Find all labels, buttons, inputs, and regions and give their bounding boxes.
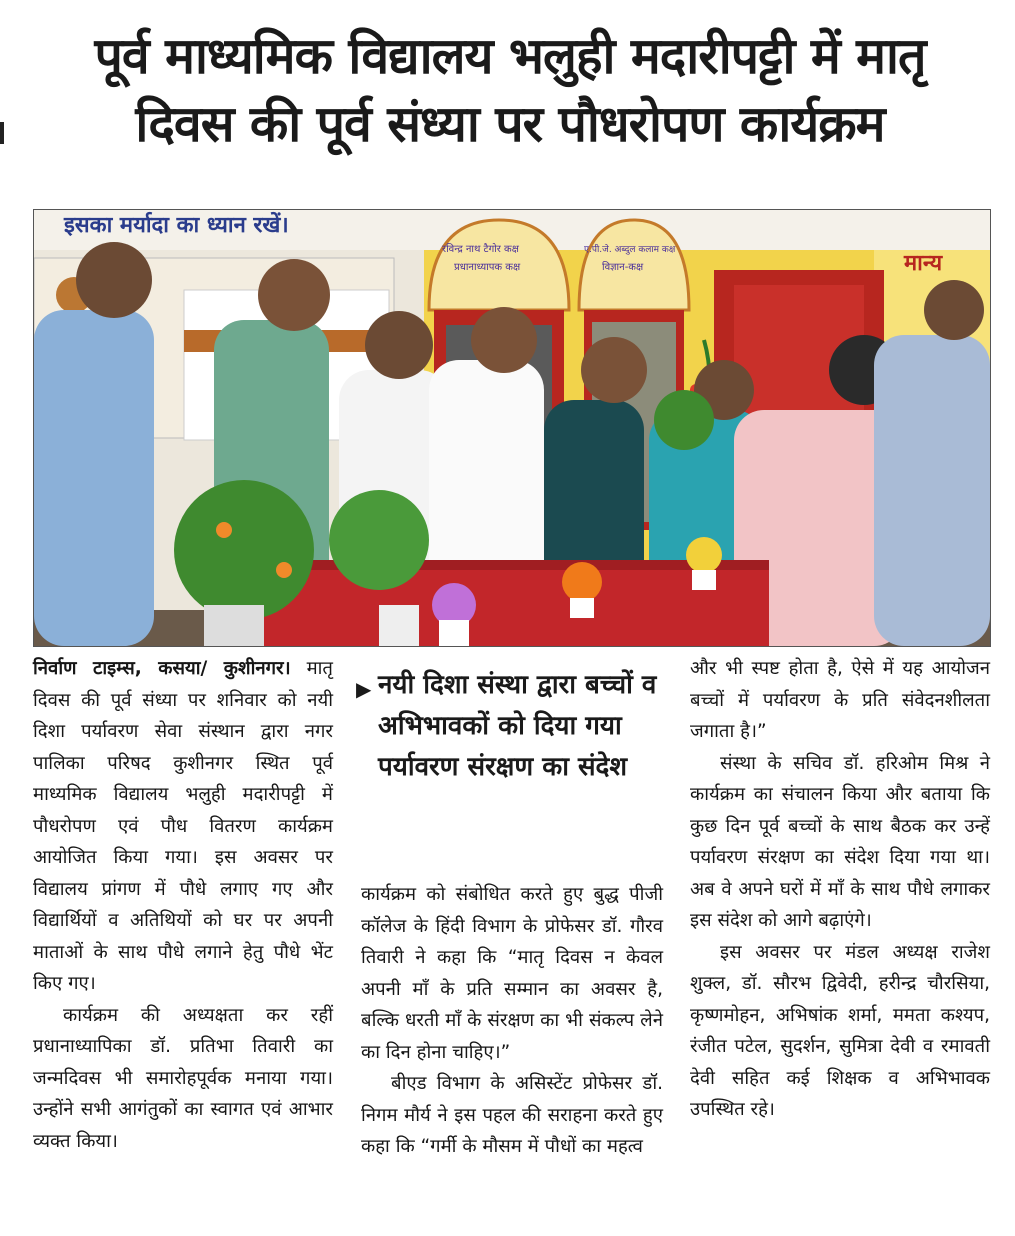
- headline: [30, 22, 990, 158]
- subheading: [356, 665, 663, 788]
- article-paragraph: इस अवसर पर मंडल अध्यक्ष राजेश शुक्ल, डॉ. सौरभ द्विवेदी, हरीन्द्र चौरसिया, कृष्णमोहन, अभिषांक शर्मा, ममता कश्यप, रंजीत पटेल, सुदर्शन, सुमित्रा देवी व रमावती देवी सहित कई शिक्षक व अभिभावक उपस्थित रहे।: [690, 941, 990, 1120]
- headline-line-1: पूर्व माध्यमिक विद्यालय भलुही मदारीपट्टी में मातृ: [94, 27, 926, 85]
- wall-sign-text: मान्य: [904, 251, 943, 276]
- subheading-text: नयी दिशा संस्था द्वारा बच्चों व अभिभावकों को दिया गया पर्यावरण संरक्षण का संदेश: [378, 670, 657, 782]
- headline-line-2: दिवस की पूर्व संध्या पर पौधरोपण कार्यक्रम: [135, 95, 885, 153]
- article-paragraph: [33, 653, 333, 1000]
- article-column-3: [690, 653, 990, 1126]
- arrow-icon: ▶: [356, 677, 372, 701]
- dateline: निर्वाण टाइम्स, कसया/ कुशीनगर।: [33, 658, 291, 679]
- article-paragraph: कार्यक्रम की अध्यक्षता कर रहीं प्रधानाध्यापिका डॉ. प्रतिभा तिवारी का जन्मदिवस भी समारोहपूर्वक मनाया गया। उन्होंने सभी आगंतुकों का स्वागत एवं आभार व्यक्त किया।: [33, 1004, 333, 1152]
- article-column-1: [33, 653, 333, 1157]
- article-paragraph: संस्था के सचिव डॉ. हरिओम मिश्र ने कार्यक्रम का संचालन किया और बताया कि कुछ दिन पूर्व बच्चों के साथ बैठक कर उन्हें पर्यावरण संरक्षण का संदेश दिया गया था। अब वे अपने घरों में माँ के साथ पौधे लगाकर इस संदेश को आगे बढ़ाएंगे।: [690, 752, 990, 931]
- news-photo: [33, 209, 991, 647]
- arch-right-sublabel: विज्ञान-कक्ष: [602, 262, 644, 273]
- article-paragraph: कार्यक्रम को संबोधित करते हुए बुद्ध पीजी कॉलेज के हिंदी विभाग के प्रोफेसर डॉ. गौरव तिवारी ने कहा कि “मातृ दिवस न केवल अपनी माँ के प्रति सम्मान का अवसर है, बल्कि धरती माँ के संरक्षण का भी संकल्प लेने का दिन होना चाहिए।”: [361, 884, 663, 1063]
- article-column-2: [361, 879, 663, 1163]
- edge-mark: [0, 122, 4, 144]
- article-paragraph: बीएड विभाग के असिस्टेंट प्रोफेसर डॉ. निगम मौर्य ने इस पहल की सराहना करते हुए कहा कि “गर्मी के मौसम में पौधों का महत्व: [361, 1073, 663, 1157]
- arch-left-sublabel: प्रधानाध्यापक कक्ष: [454, 262, 521, 273]
- paragraph-text: मातृ दिवस की पूर्व संध्या पर शनिवार को नयी दिशा पर्यावरण सेवा संस्थान द्वारा नगर पालिका परिषद कुशीनगर स्थित पूर्व माध्यमिक विद्यालय भलुही मदारीपट्टी में पौधरोपण एवं पौध वितरण कार्यक्रम आयोजित किया गया। इस अवसर पर विद्यालय प्रांगण में पौधे लगाए गए और विद्यार्थियों व अतिथियों को घर पर अपनी माताओं के साथ पौधे लगाने हेतु पौधे भेंट किए गए।: [33, 658, 333, 994]
- arch-left-label: रविन्द्र नाथ टैगोर कक्ष: [442, 244, 519, 255]
- photo-illustration: [34, 210, 990, 646]
- arch-right-label: ए.पी.जे. अब्दुल कलाम कक्ष: [584, 245, 676, 255]
- article-paragraph: और भी स्पष्ट होता है, ऐसे में यह आयोजन बच्चों में पर्यावरण के प्रति संवेदनशीलता जगाता है।”: [690, 658, 990, 742]
- wall-banner-text: इसका मर्यादा का ध्यान रखें।: [64, 213, 289, 238]
